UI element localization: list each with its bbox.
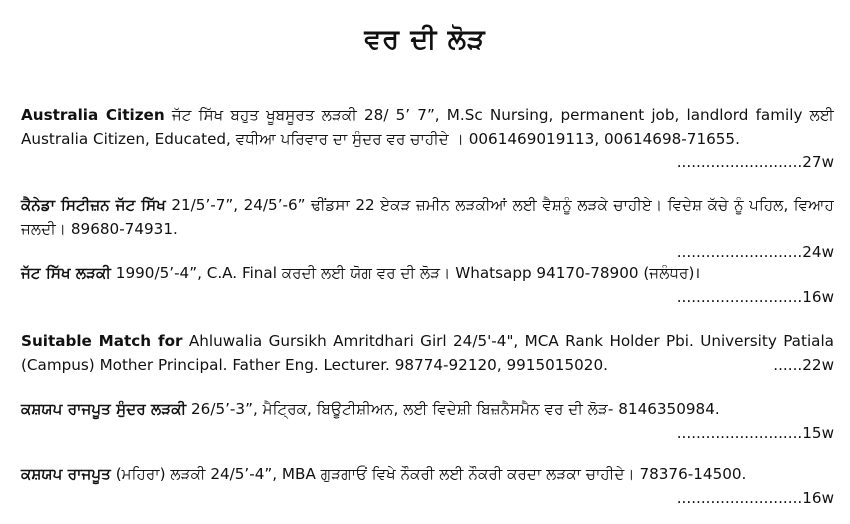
ad-code: ..........................16w — [676, 488, 834, 507]
ad-code: ..........................16w — [676, 287, 834, 306]
ad-lead: ਕੈਨੇਡਾ ਸਿਟੀਜ਼ਨ ਜੱਟ ਸਿੱਖ — [21, 196, 166, 214]
ad-lead: ਜੱਟ ਸਿੱਖ ਲੜਕੀ — [21, 264, 111, 282]
classified-ad — [21, 104, 834, 175]
ad-code: ..........................24w — [676, 243, 834, 261]
ad-body: Ahluwalia Gursikh Amritdhari Girl 24/5'-4", MCA Rank Holder Pbi. University Patiala (Campus) Mother Principal. Father Eng. Lecturer. 98774-92120, 9915015020. — [21, 332, 834, 374]
ad-body: (ਮਹਿਰਾ) ਲੜਕੀ 24/5’-4”, MBA ਗੁੜਗਾਓਂ ਵਿਖੇ ਨੌਕਰੀ ਲਈ ਨੌਕਰੀ ਕਰਦਾ ਲੜਕਾ ਚਾਹੀਦੇ। 78376-14500. — [110, 465, 747, 483]
ad-code: ..........................15w — [676, 423, 834, 442]
ad-body: 1990/5’-4”, C.A. Final ਕਰਦੀ ਲਈ ਯੋਗ ਵਰ ਦੀ ਲੋੜ। Whatsapp 94170-78900 (ਜਲੰਧਰ)। — [110, 264, 701, 282]
classified-ad — [21, 463, 834, 510]
ad-body: 21/5’-7”, 24/5’-6” ਢੀਂਡਸਾ 22 ਏਕੜ ਜ਼ਮੀਨ ਲੜਕੀਆਂ ਲਈ ਵੈਸ਼ਨੂੰ ਲੜਕੇ ਚਾਹੀਏ। ਵਿਦੇਸ਼ ਕੱਚੇ ਨੂੰ ਪਹਿਲ, ਵਿਆਹ ਜਲਦੀ। 89680-74931. — [21, 196, 834, 238]
ad-lead: Suitable Match for — [21, 332, 183, 350]
ad-lead: ਕਸ਼ਯਪ ਰਾਜਪੂਤ ਸੁੰਦਰ ਲੜਕੀ — [21, 400, 187, 418]
ad-code: ......22w — [773, 355, 834, 374]
ad-body: ਜੱਟ ਸਿੱਖ ਬਹੁਤ ਖੂਬਸੂਰਤ ਲੜਕੀ 28/ 5’ 7”, M.Sc Nursing, permanent job, landlord family ਲਈ Australia Citizen, Educated, ਵਧੀਆ ਪਰਿਵਾਰ ਦਾ ਸੁੰਦਰ ਵਰ ਚਾਹੀਦੇ । 0061469019113, 00614698-71655. — [21, 106, 834, 148]
page-title: ਵਰ ਦੀ ਲੋੜ — [364, 24, 486, 55]
ad-lead: ਕਸ਼ਯਪ ਰਾਜਪੂਤ — [21, 465, 111, 483]
classified-ad — [21, 398, 834, 445]
classified-ad — [21, 194, 834, 265]
ad-body: 26/5’-3”, ਮੈਟ੍ਰਿਕ, ਬਿਊਟੀਸ਼ੀਅਨ, ਲਈ ਵਿਦੇਸ਼ੀ ਬਿਜ਼ਨੈਸਮੈਨ ਵਰ ਦੀ ਲੋੜ- 8146350984. — [186, 400, 720, 418]
ad-code: ..........................27w — [676, 153, 834, 171]
classified-ad — [21, 262, 834, 309]
classified-ad — [21, 330, 834, 377]
ad-lead: Australia Citizen — [21, 106, 165, 124]
